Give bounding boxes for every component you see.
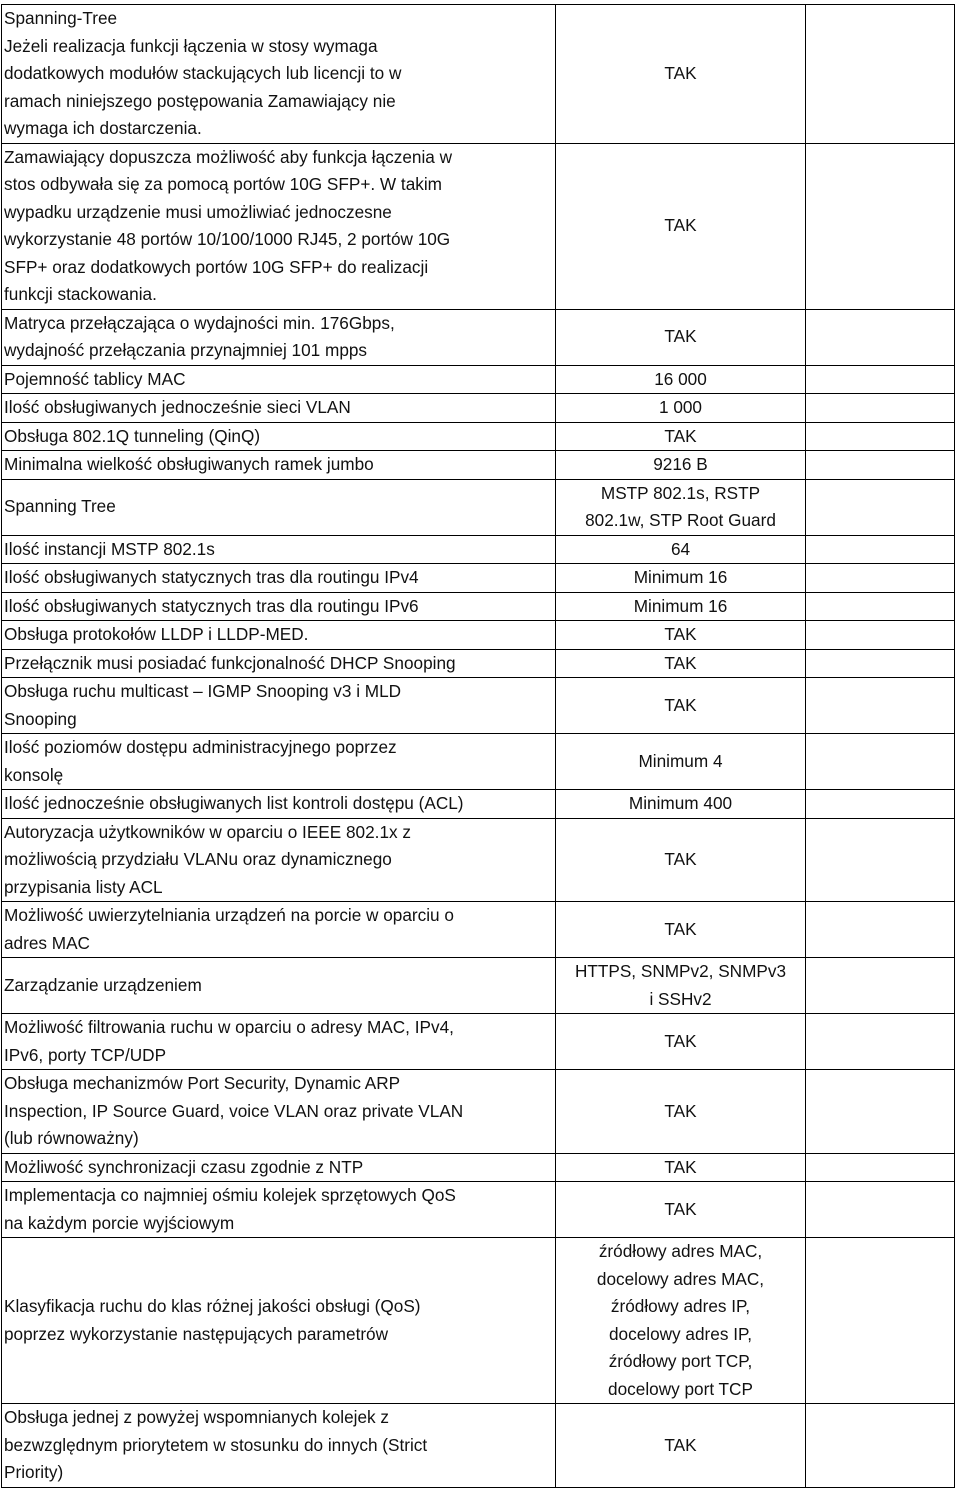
parameter-cell: Spanning-Tree Jeżeli realizacja funkcji łączenia w stosy wymaga dodatkowych modułów stackujących lub licencji to w ramach niniejszego postępowania Zamawiający nie wymaga ich dostarczenia. — [2, 5, 556, 144]
parameter-cell: Ilość poziomów dostępu administracyjnego poprzez konsolę — [2, 734, 556, 790]
offer-cell — [806, 592, 955, 621]
offer-cell — [806, 1404, 955, 1488]
parameter-cell: Pojemność tablicy MAC — [2, 365, 556, 394]
table-row — [2, 678, 955, 734]
offer-cell — [806, 1070, 955, 1154]
parameter-cell: Możliwość uwierzytelniania urządzeń na porcie w oparciu o adres MAC — [2, 902, 556, 958]
offer-cell — [806, 365, 955, 394]
requirement-cell: TAK — [556, 143, 806, 309]
table-row — [2, 1404, 955, 1488]
offer-cell — [806, 1238, 955, 1404]
parameter-cell: Ilość obsługiwanych statycznych tras dla routingu IPv4 — [2, 564, 556, 593]
parameter-cell: Obsługa jednej z powyżej wspomnianych kolejek z bezwzględnym priorytetem w stosunku do innych (Strict Priority) — [2, 1404, 556, 1488]
offer-cell — [806, 1182, 955, 1238]
parameter-cell: Przełącznik musi posiadać funkcjonalność DHCP Snooping — [2, 649, 556, 678]
table-row — [2, 564, 955, 593]
table-row — [2, 479, 955, 535]
table-row — [2, 422, 955, 451]
parameter-cell: Ilość jednocześnie obsługiwanych list kontroli dostępu (ACL) — [2, 790, 556, 819]
requirement-cell: 16 000 — [556, 365, 806, 394]
parameter-cell: Obsługa protokołów LLDP i LLDP-MED. — [2, 621, 556, 650]
requirement-cell: TAK — [556, 309, 806, 365]
table-row — [2, 1238, 955, 1404]
requirement-cell: 9216 B — [556, 451, 806, 480]
offer-cell — [806, 1014, 955, 1070]
requirement-cell: Minimum 16 — [556, 564, 806, 593]
requirement-cell: TAK — [556, 1153, 806, 1182]
requirement-cell: 1 000 — [556, 394, 806, 423]
offer-cell — [806, 451, 955, 480]
table-row — [2, 1070, 955, 1154]
table-row — [2, 1014, 955, 1070]
table-row — [2, 394, 955, 423]
table-row — [2, 451, 955, 480]
offer-cell — [806, 422, 955, 451]
requirement-cell: TAK — [556, 1182, 806, 1238]
parameter-cell: Ilość obsługiwanych statycznych tras dla routingu IPv6 — [2, 592, 556, 621]
parameter-cell: Autoryzacja użytkowników w oparciu o IEEE 802.1x z możliwością przydziału VLANu oraz dynamicznego przypisania listy ACL — [2, 818, 556, 902]
requirement-cell: TAK — [556, 5, 806, 144]
parameter-cell: Ilość obsługiwanych jednocześnie sieci VLAN — [2, 394, 556, 423]
table-row — [2, 365, 955, 394]
table-row — [2, 143, 955, 309]
table-row — [2, 734, 955, 790]
table-row — [2, 902, 955, 958]
table-row — [2, 790, 955, 819]
offer-cell — [806, 734, 955, 790]
requirement-cell: TAK — [556, 1404, 806, 1488]
offer-cell — [806, 790, 955, 819]
offer-cell — [806, 143, 955, 309]
table-row — [2, 1153, 955, 1182]
specification-table — [1, 4, 955, 1488]
requirement-cell: źródłowy adres MAC, docelowy adres MAC, źródłowy adres IP, docelowy adres IP, źródłowy port TCP, docelowy port TCP — [556, 1238, 806, 1404]
parameter-cell: Matryca przełączająca o wydajności min. 176Gbps, wydajność przełączania przynajmniej 101 mpps — [2, 309, 556, 365]
offer-cell — [806, 621, 955, 650]
offer-cell — [806, 535, 955, 564]
parameter-cell: Możliwość synchronizacji czasu zgodnie z NTP — [2, 1153, 556, 1182]
parameter-cell: Obsługa 802.1Q tunneling (QinQ) — [2, 422, 556, 451]
parameter-cell: Zarządzanie urządzeniem — [2, 958, 556, 1014]
parameter-cell: Minimalna wielkość obsługiwanych ramek jumbo — [2, 451, 556, 480]
requirement-cell: TAK — [556, 818, 806, 902]
parameter-cell: Ilość instancji MSTP 802.1s — [2, 535, 556, 564]
table-row — [2, 958, 955, 1014]
offer-cell — [806, 479, 955, 535]
table-row — [2, 309, 955, 365]
requirement-cell: MSTP 802.1s, RSTP 802.1w, STP Root Guard — [556, 479, 806, 535]
table-row — [2, 649, 955, 678]
requirement-cell: TAK — [556, 621, 806, 650]
parameter-cell: Obsługa ruchu multicast – IGMP Snooping v3 i MLD Snooping — [2, 678, 556, 734]
requirement-cell: Minimum 400 — [556, 790, 806, 819]
requirement-cell: TAK — [556, 422, 806, 451]
requirement-cell: TAK — [556, 678, 806, 734]
requirement-cell: TAK — [556, 649, 806, 678]
parameter-cell: Możliwość filtrowania ruchu w oparciu o adresy MAC, IPv4, IPv6, porty TCP/UDP — [2, 1014, 556, 1070]
offer-cell — [806, 309, 955, 365]
requirement-cell: Minimum 4 — [556, 734, 806, 790]
offer-cell — [806, 5, 955, 144]
offer-cell — [806, 678, 955, 734]
table-row — [2, 818, 955, 902]
table-row — [2, 621, 955, 650]
offer-cell — [806, 564, 955, 593]
parameter-cell: Klasyfikacja ruchu do klas różnej jakości obsługi (QoS) poprzez wykorzystanie następujących parametrów — [2, 1238, 556, 1404]
requirement-cell: 64 — [556, 535, 806, 564]
parameter-cell: Obsługa mechanizmów Port Security, Dynamic ARP Inspection, IP Source Guard, voice VLAN oraz private VLAN (lub równoważny) — [2, 1070, 556, 1154]
requirement-cell: Minimum 16 — [556, 592, 806, 621]
table-row — [2, 1182, 955, 1238]
offer-cell — [806, 649, 955, 678]
parameter-cell: Implementacja co najmniej ośmiu kolejek sprzętowych QoS na każdym porcie wyjściowym — [2, 1182, 556, 1238]
requirement-cell: TAK — [556, 1014, 806, 1070]
table-row — [2, 535, 955, 564]
offer-cell — [806, 902, 955, 958]
offer-cell — [806, 1153, 955, 1182]
offer-cell — [806, 394, 955, 423]
parameter-cell: Spanning Tree — [2, 479, 556, 535]
table-row — [2, 5, 955, 144]
requirement-cell: TAK — [556, 902, 806, 958]
table-row — [2, 592, 955, 621]
offer-cell — [806, 818, 955, 902]
offer-cell — [806, 958, 955, 1014]
requirement-cell: TAK — [556, 1070, 806, 1154]
parameter-cell: Zamawiający dopuszcza możliwość aby funkcja łączenia w stos odbywała się za pomocą portów 10G SFP+. W takim wypadku urządzenie musi umożliwiać jednoczesne wykorzystanie 48 portów 10/100/1000 RJ45, 2 portów 10G SFP+ oraz dodatkowych portów 10G SFP+ do realizacji funkcji stackowania. — [2, 143, 556, 309]
requirement-cell: HTTPS, SNMPv2, SNMPv3 i SSHv2 — [556, 958, 806, 1014]
